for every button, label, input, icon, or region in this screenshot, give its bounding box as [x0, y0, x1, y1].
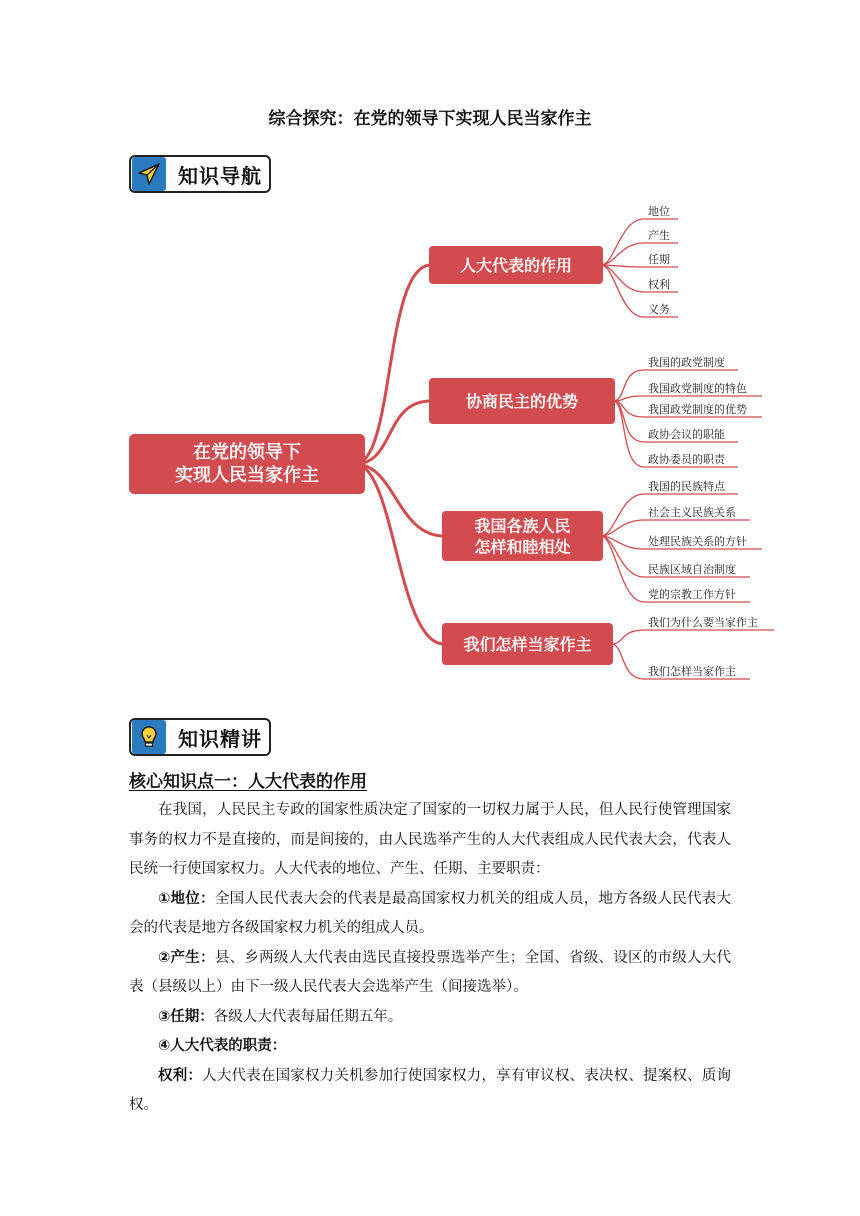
mind-map: [0, 190, 860, 700]
duties-paragraph: ④人大代表的职责：: [158, 1038, 287, 1054]
root-label: 在党的领导下: [193, 442, 301, 463]
leaf-label: 党的宗教工作方针: [648, 588, 736, 601]
leaf-label: 义务: [648, 303, 670, 316]
leaf-label: 我们为什么要当家作主: [648, 616, 758, 629]
intro-paragraph: 在我国，人民民主专政的国家性质决定了国家的一切权力属于人民，但人民行使管理国家事务的权力不是直接的，而是间接的，由人民选举产生的人大代表组成人民代表大会，代表人民统一行使国家权力。人大代表的地位、产生、任期、主要职责：: [129, 802, 731, 877]
root-connector-3: [355, 464, 444, 536]
badge-label: 知识导航: [178, 163, 262, 188]
term-paragraph: ③任期：各级人大代表每届任期五年。: [158, 1008, 403, 1025]
branch-node-3: [442, 511, 603, 561]
leaf-label: 我们怎样当家作主: [648, 665, 736, 678]
document-title: 综合探究：在党的领导下实现人民当家作主: [268, 109, 592, 129]
root-label: 实现人民当家作主: [175, 465, 319, 486]
branch-label: 我国各族人民: [474, 516, 571, 536]
branch-label: 怎样和睦相处: [474, 537, 571, 557]
leaf-label: 我国政党制度的优势: [648, 403, 747, 416]
leaf-label: 产生: [648, 229, 670, 242]
leaf-label: 地位: [648, 205, 670, 218]
branch-label: 人大代表的作用: [459, 256, 573, 275]
leaf-label: 政协会议的职能: [648, 428, 725, 441]
root-node: [129, 434, 365, 494]
root-connector-1: [355, 265, 431, 464]
rights-paragraph: 权利：人大代表在国家权力关机参加行使国家权力，享有审议权、表决权、提案权、质询权。: [129, 1067, 731, 1113]
lightbulb-icon: [132, 720, 166, 754]
leaf-label: 民族区域自治制度: [648, 563, 736, 576]
leaf-label: 政协委员的职责: [648, 453, 725, 466]
section-heading: 核心知识点一：人大代表的作用: [129, 772, 367, 792]
election-paragraph: ②产生：县、乡两级人大代表由选民直接投票选举产生；全国、省级、设区的市级人大代表（县级以上）由下一级人民代表大会选举产生（间接选举）。: [129, 949, 732, 995]
knowledge-lecture-badge: [129, 718, 271, 756]
leaf-connector: [613, 396, 762, 401]
leaf-label: 社会主义民族关系: [648, 506, 736, 519]
branch-node-2: [429, 378, 615, 424]
leaf-connector: [611, 630, 774, 644]
branch-label: 我们怎样当家作主: [463, 635, 592, 654]
leaf-label: 处理民族关系的方针: [648, 535, 747, 548]
leaf-label: 任期: [648, 253, 670, 266]
leaf-label: 我国政党制度的特色: [648, 382, 747, 395]
leaf-label: 我国的民族特点: [648, 480, 725, 493]
leaf-connector: [601, 520, 750, 536]
root-connector-4: [355, 464, 444, 644]
branch-node-4: [442, 623, 613, 665]
badge-label: 知识精讲: [178, 726, 262, 751]
branch-node-1: [429, 246, 603, 284]
paper-plane-icon: [132, 157, 166, 191]
root-connector-2: [355, 401, 431, 464]
section-body: [129, 796, 731, 1121]
leaf-label: 权利: [648, 278, 670, 291]
branch-label: 协商民主的优势: [465, 392, 579, 411]
knowledge-navigation-badge: [129, 155, 271, 193]
status-paragraph: ①地位：全国人民代表大会的代表是最高国家权力机关的组成人员，地方各级人民代表大会的代表是地方各级国家权力机关的组成人员。: [129, 890, 732, 936]
leaf-label: 我国的政党制度: [648, 356, 725, 369]
